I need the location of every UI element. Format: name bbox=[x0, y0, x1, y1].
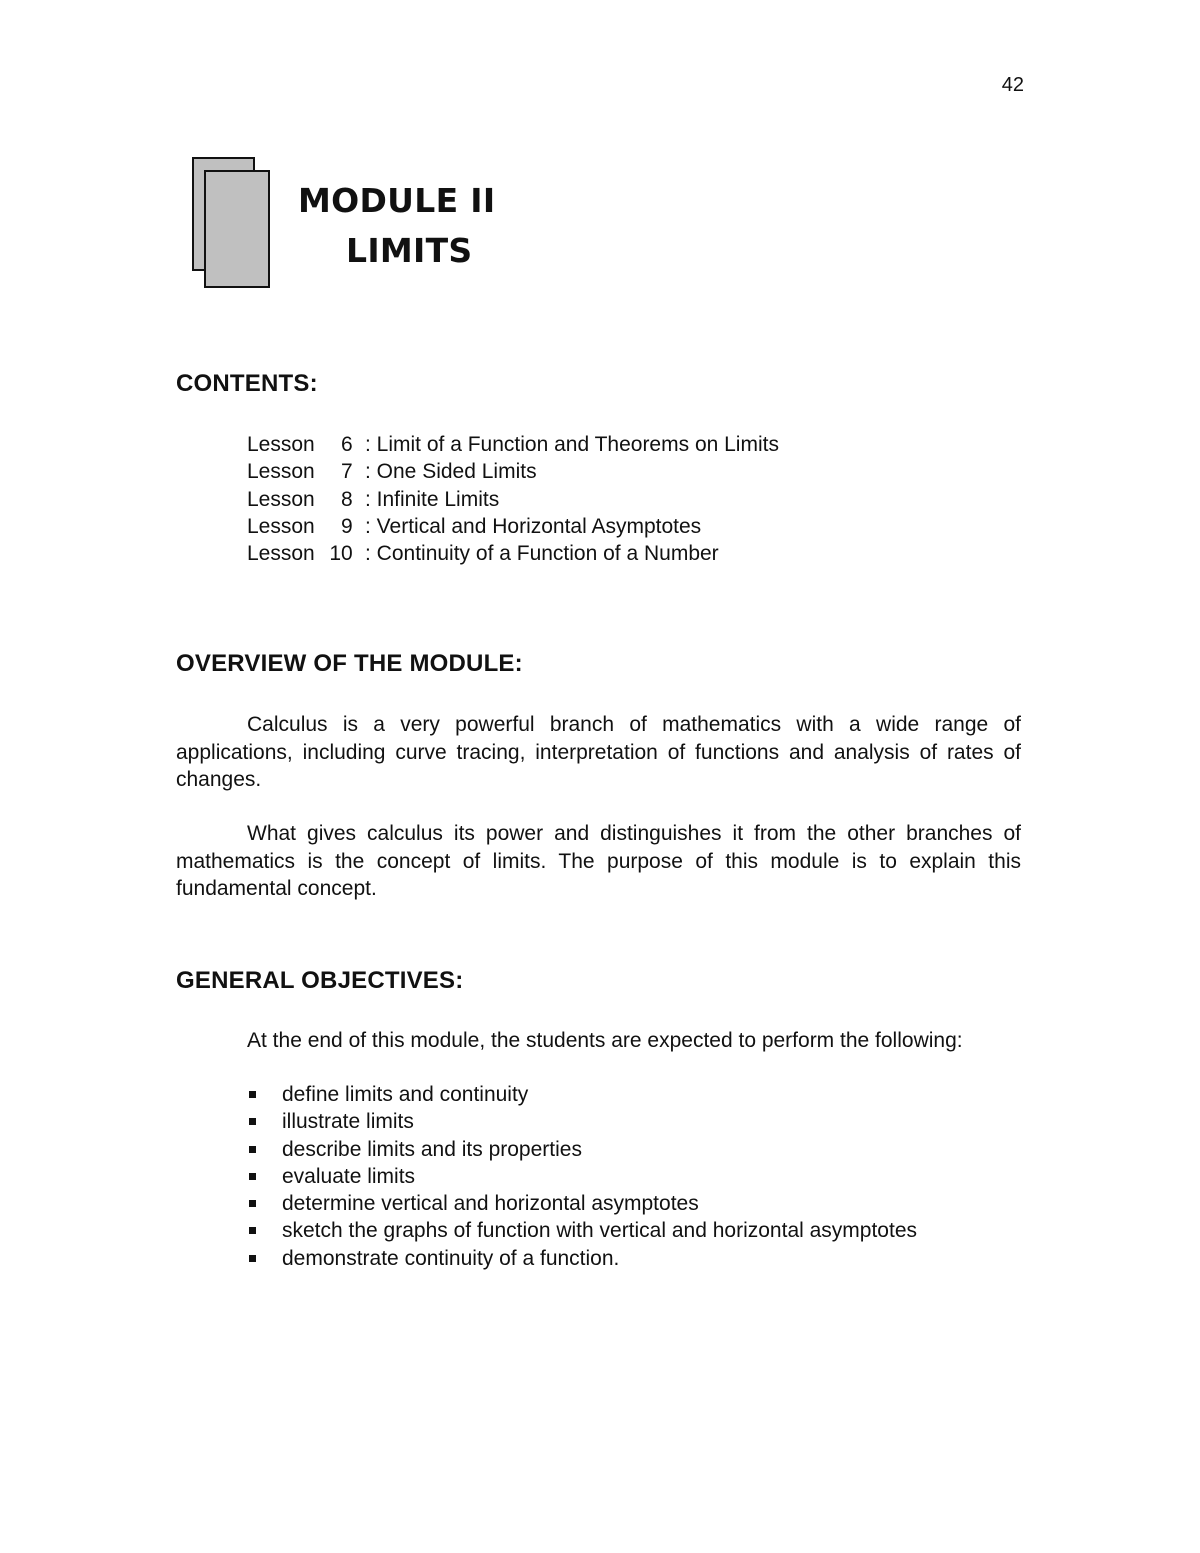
lesson-prefix: Lesson bbox=[247, 542, 315, 566]
module-title bbox=[298, 176, 495, 276]
square-bullet-icon bbox=[249, 1255, 256, 1262]
objectives-intro: At the end of this module, the students are expected to perform the following: bbox=[247, 1029, 963, 1052]
objectives-list bbox=[247, 1081, 917, 1272]
document-sheet-front bbox=[204, 170, 270, 288]
lesson-item bbox=[247, 513, 779, 540]
objective-text: evaluate limits bbox=[282, 1164, 416, 1188]
lesson-prefix: Lesson bbox=[247, 433, 315, 456]
module-title-line1: MODULE II bbox=[298, 181, 496, 220]
lesson-title: : Infinite Limits bbox=[365, 487, 500, 511]
lesson-title: : Limit of a Function and Theorems on Limits bbox=[365, 433, 779, 456]
overview-heading: OVERVIEW OF THE MODULE: bbox=[176, 650, 523, 677]
objective-text: determine vertical and horizontal asymptotes bbox=[282, 1192, 699, 1216]
objective-text: sketch the graphs of function with vertical and horizontal asymptotes bbox=[282, 1219, 918, 1243]
objective-item bbox=[247, 1245, 917, 1272]
objective-item bbox=[247, 1190, 917, 1217]
lesson-title: : Continuity of a Function of a Number bbox=[365, 542, 719, 566]
module-document-icon bbox=[192, 157, 272, 291]
contents-heading: CONTENTS: bbox=[176, 370, 318, 397]
lesson-number: 9 bbox=[341, 514, 353, 538]
lesson-number: 8 bbox=[341, 487, 353, 511]
objective-item bbox=[247, 1136, 917, 1163]
lesson-number: 6 bbox=[341, 433, 353, 456]
lesson-list bbox=[247, 431, 779, 567]
objective-item bbox=[247, 1108, 917, 1135]
square-bullet-icon bbox=[249, 1227, 256, 1234]
lesson-item bbox=[247, 458, 779, 485]
square-bullet-icon bbox=[249, 1091, 256, 1098]
lesson-item bbox=[247, 486, 779, 513]
overview-paragraph-1: Calculus is a very powerful branch of mathematics with a wide range of applications, including curve tracing, interpretation of functions and analysis of rates of changes. bbox=[176, 713, 1021, 791]
lesson-number: 7 bbox=[341, 460, 353, 484]
lesson-prefix: Lesson bbox=[247, 460, 315, 484]
objective-text: define limits and continuity bbox=[282, 1083, 529, 1106]
objective-text: demonstrate continuity of a function. bbox=[282, 1246, 620, 1270]
lesson-prefix: Lesson bbox=[247, 487, 315, 511]
objective-item bbox=[247, 1163, 917, 1190]
module-title-line2: LIMITS bbox=[346, 231, 473, 270]
overview-paragraph-2: What gives calculus its power and distinguishes it from the other branches of mathematics is the concept of limits. The purpose of this module is to explain this fundamental concept. bbox=[176, 822, 1021, 900]
square-bullet-icon bbox=[249, 1173, 256, 1180]
square-bullet-icon bbox=[249, 1118, 256, 1125]
lesson-item bbox=[247, 431, 779, 458]
lesson-title: : Vertical and Horizontal Asymptotes bbox=[365, 514, 702, 538]
lesson-number: 10 bbox=[329, 542, 353, 566]
lesson-prefix: Lesson bbox=[247, 514, 315, 538]
lesson-item bbox=[247, 540, 779, 567]
square-bullet-icon bbox=[249, 1146, 256, 1153]
lesson-title: : One Sided Limits bbox=[365, 460, 537, 484]
objective-item bbox=[247, 1081, 917, 1108]
square-bullet-icon bbox=[249, 1200, 256, 1207]
objective-text: illustrate limits bbox=[282, 1110, 414, 1134]
page-number: 42 bbox=[1001, 74, 1024, 96]
objective-text: describe limits and its properties bbox=[282, 1137, 582, 1161]
objective-item bbox=[247, 1217, 917, 1244]
objectives-heading: GENERAL OBJECTIVES: bbox=[176, 967, 464, 994]
